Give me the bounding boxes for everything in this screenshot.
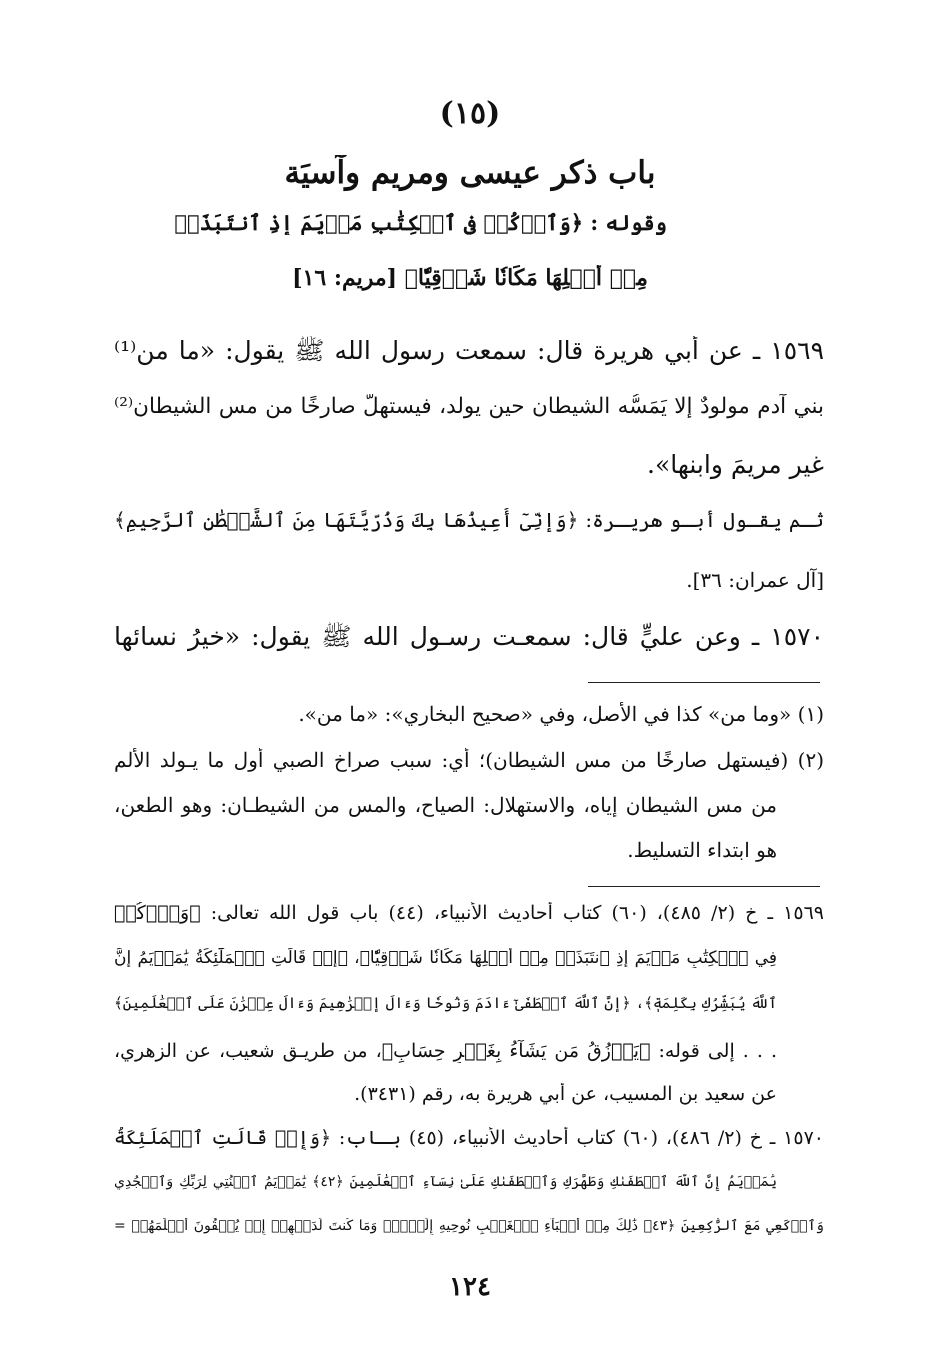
footnote-1: (١) «وما من» كذا في الأصل، وفي «صحيح البخاري»: «ما من». — [298, 702, 824, 726]
chapter-number: (١٥) — [439, 96, 501, 131]
source-1569-line-1: ١٥٦٩ ـ خ (٢/ ٤٨٥)، (٦٠) كتاب أحاديث الأنبياء، (٤٤) باب قول الله تعالى: ﴿وَٱذۡكُرۡ — [114, 902, 824, 924]
source-1569-line-2: فِي ٱلۡكِتَٰبِ مَرۡيَمَ إِذِ ٱنتَبَذَتۡ مِنۡ أَهۡلِهَا مَكَانٗا شَرۡقِيّٗا﴾، ﴿إِذۡ قَالَتِ ٱلۡمَلَٰٓئِكَةُ يَٰمَرۡيَمُ إِنَّ — [114, 948, 777, 968]
abu-hurayra-verse-line: ثـم يقـول أبـو هريـرة: ﴿وَإِنِّيٓ أُعِيذُهَا بِكَ وَذُرِّيَّتَهَا مِنَ ٱلشَّيۡطَٰنِ ٱلرَّجِيمِ﴾ — [114, 508, 824, 532]
hadith-1569-line-1: ١٥٦٩ ـ عن أبي هريرة قال: سمعت رسول الله ﷺ يقول: «ما من⁽¹⁾ — [114, 336, 824, 365]
chapter-title: باب ذكر عيسى ومريم وآسيَة — [284, 155, 656, 191]
source-1569-line-5: عن سعيد بن المسيب، عن أبي هريرة به، رقم (٣٤٣١). — [354, 1083, 777, 1105]
verse-line-2: مِنۡ أَهۡلِهَا مَكَانٗا شَرۡقِيّٗا﴾ [مريم: ١٦] — [292, 265, 648, 291]
source-1570-line-2: يَٰمَرۡيَمُ إِنَّ ٱللَّهَ ٱصۡطَفَىٰكِ وَطَهَّرَكِ وَٱصۡطَفَىٰكِ عَلَىٰ نِسَآءِ ٱلۡعَٰلَمِينَ ﴿٤٢﴾ يَٰمَرۡيَمُ ٱقۡنُتِي لِرَبِّكِ وَٱسۡجُدِي — [114, 1174, 777, 1190]
sources-divider — [588, 886, 820, 887]
source-1569-line-4: . . . إلى قوله: ﴿يَرۡزُقُ مَن يَشَآءُ بِغَيۡرِ حِسَابٍ﴾، من طريـق شعيب، عن الزهري، — [114, 1040, 777, 1062]
verse-reference: [آل عمران: ٣٦]. — [686, 568, 824, 592]
page-number: ١٢٤ — [449, 1272, 491, 1302]
hadith-1569-line-2: بني آدم مولودٌ إلا يَمَسُّه الشيطان حين يولد، فيستهِلُّ صارخًا من مس الشيطان⁽²⁾ — [114, 394, 824, 419]
hadith-1569-line-3: غير مريمَ وابنها». — [647, 450, 824, 479]
footnote-2-line-1: (٢) (فيستهل صارخًا من مس الشيطان)؛ أي: سبب صراخ الصبي أول ما يـولد الألم — [114, 748, 824, 772]
hadith-1570-line-1: ١٥٧٠ ـ وعن عليٍّ قال: سمعـت رسـول الله ﷺ يقول: «خيرُ نسائها — [114, 622, 824, 651]
verse-line-1: وقوله : ﴿وَٱذۡكُرۡ فِي ٱلۡكِتَٰبِ مَرۡيَمَ إِذِ ٱنتَبَذَتۡ — [174, 210, 667, 235]
footnote-divider — [588, 682, 820, 683]
source-1570-line-1: ١٥٧٠ ـ خ (٢/ ٤٨٦)، (٦٠) كتاب أحاديث الأنبياء، (٤٥) بـاب: ﴿وَإِذۡ قَالَتِ ٱلۡمَلَٰٓئِكَةُ — [114, 1127, 824, 1149]
footnote-2-line-3: هو ابتداء التسليط. — [627, 838, 777, 862]
source-1569-line-3: ٱللَّهَ يُبَشِّرُكِ بِكَلِمَةٖ﴾، ﴿إِنَّ ٱللَّهَ ٱصۡطَفَىٰٓ ءَادَمَ وَنُوحٗا وَءَالَ إِبۡرَٰهِيمَ وَءَالَ عِمۡرَٰنَ عَلَى ٱلۡعَٰلَمِينَ﴾ — [114, 994, 777, 1012]
footnote-2-line-2: من مس الشيطان إياه، والاستهلال: الصياح، والمس من الشيطـان: وهو الطعن، — [114, 793, 777, 817]
source-1570-line-3: وَٱرۡكَعِي مَعَ ٱلرَّٰكِعِينَ ﴿٤٣﴾ ذَٰلِكَ مِنۡ أَنۢبَآءِ ٱلۡغَيۡبِ نُوحِيهِ إِلَيۡكَۚ وَمَا كُنتَ لَدَيۡهِمۡ إِذۡ يُلۡقُونَ أَقۡلَٰمَهُمۡ = — [114, 1218, 824, 1234]
